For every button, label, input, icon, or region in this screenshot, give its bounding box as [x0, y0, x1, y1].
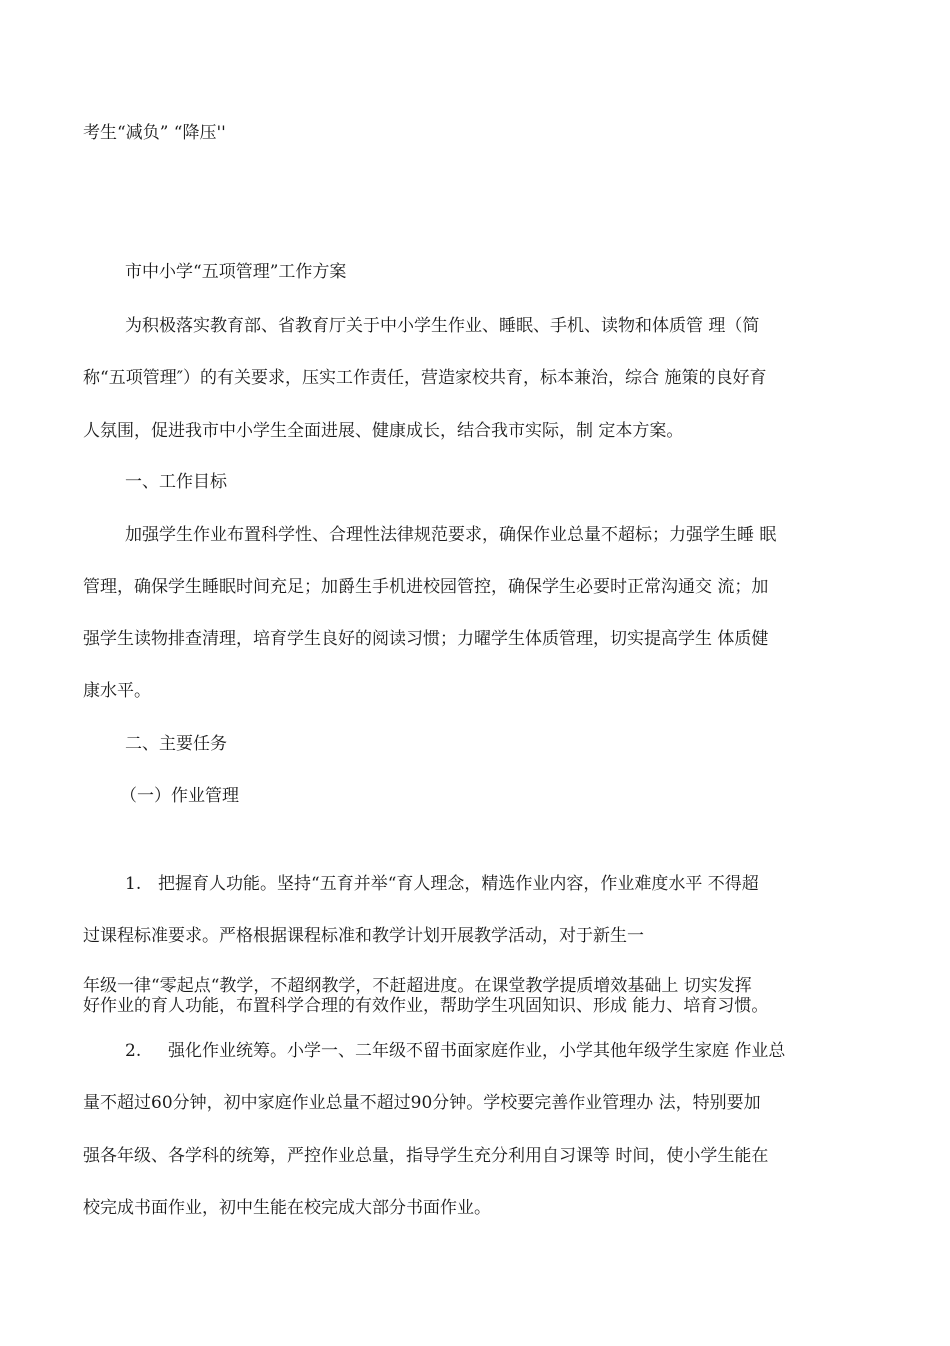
paragraph-line: 校完成书面作业，初中生能在校完成大部分书面作业。: [83, 1198, 491, 1218]
paragraph-line: 强学生读物排查清理，培育学生良好的阅读习惯；力曜学生体质管理，切实提高学生 体质健: [83, 629, 769, 649]
paragraph-line: 康水平。: [83, 681, 151, 701]
paragraph-line: 称“五项管理″）的有关要求，压实工作责任，营造家校共育，标本兼治，综合 施策的良好育: [83, 368, 767, 388]
paragraph-line: 强各年级、各学科的统筹，严控作业总量，指导学生充分利用自习课等 时间，使小学生能在: [83, 1146, 769, 1166]
paragraph-line: 过课程标准要求。严格根据课程标准和教学计划开展教学活动，对于新生一: [83, 926, 644, 946]
list-number: 2.: [125, 1041, 142, 1061]
paragraph-line: 好作业的育人功能，布置科学合理的有效作业，帮助学生巩固知识、形成 能力、培育习惯。: [83, 996, 769, 1016]
header-text: 考生“减负” “降压'': [83, 123, 226, 143]
paragraph-line: 把握育人功能。坚持“五育并举“育人理念，精选作业内容，作业难度水平 不得超: [158, 874, 759, 894]
paragraph-line: 强化作业统筹。小学一、二年级不留书面家庭作业，小学其他年级学生家庭 作业总: [168, 1041, 786, 1061]
paragraph-line: 加强学生作业布置科学性、合理性法律规范要求，确保作业总量不超标；力强学生睡 眠: [125, 525, 777, 545]
document-title: 市中小学“五项管理”工作方案: [125, 262, 347, 282]
paragraph-line: 量不超过60分钟，初中家庭作业总量不超过90分钟。学校要完善作业管理办 法，特别要加: [83, 1093, 761, 1113]
paragraph-line: 人氛围，促进我市中小学生全面进展、健康成长，结合我市实际，制 定本方案。: [83, 421, 684, 441]
section-heading-tasks: 二、主要任务: [125, 734, 227, 754]
paragraph-line: 年级一律“零起点“教学，不超纲教学，不赶超进度。在课堂教学提质增效基础上 切实发挥: [83, 976, 752, 996]
paragraph-line: 为积极落实教育部、省教育厅关于中小学生作业、睡眠、手机、读物和体质管 理（简: [125, 316, 760, 336]
section-heading-goals: 一、工作目标: [125, 472, 227, 492]
paragraph-line: 管理，确保学生睡眠时间充足；加爵生手机进校园管控，确保学生必要时正常沟通交 流；加: [83, 577, 769, 597]
subsection-heading-homework: （一）作业管理: [120, 786, 239, 806]
list-number: 1.: [125, 874, 142, 894]
